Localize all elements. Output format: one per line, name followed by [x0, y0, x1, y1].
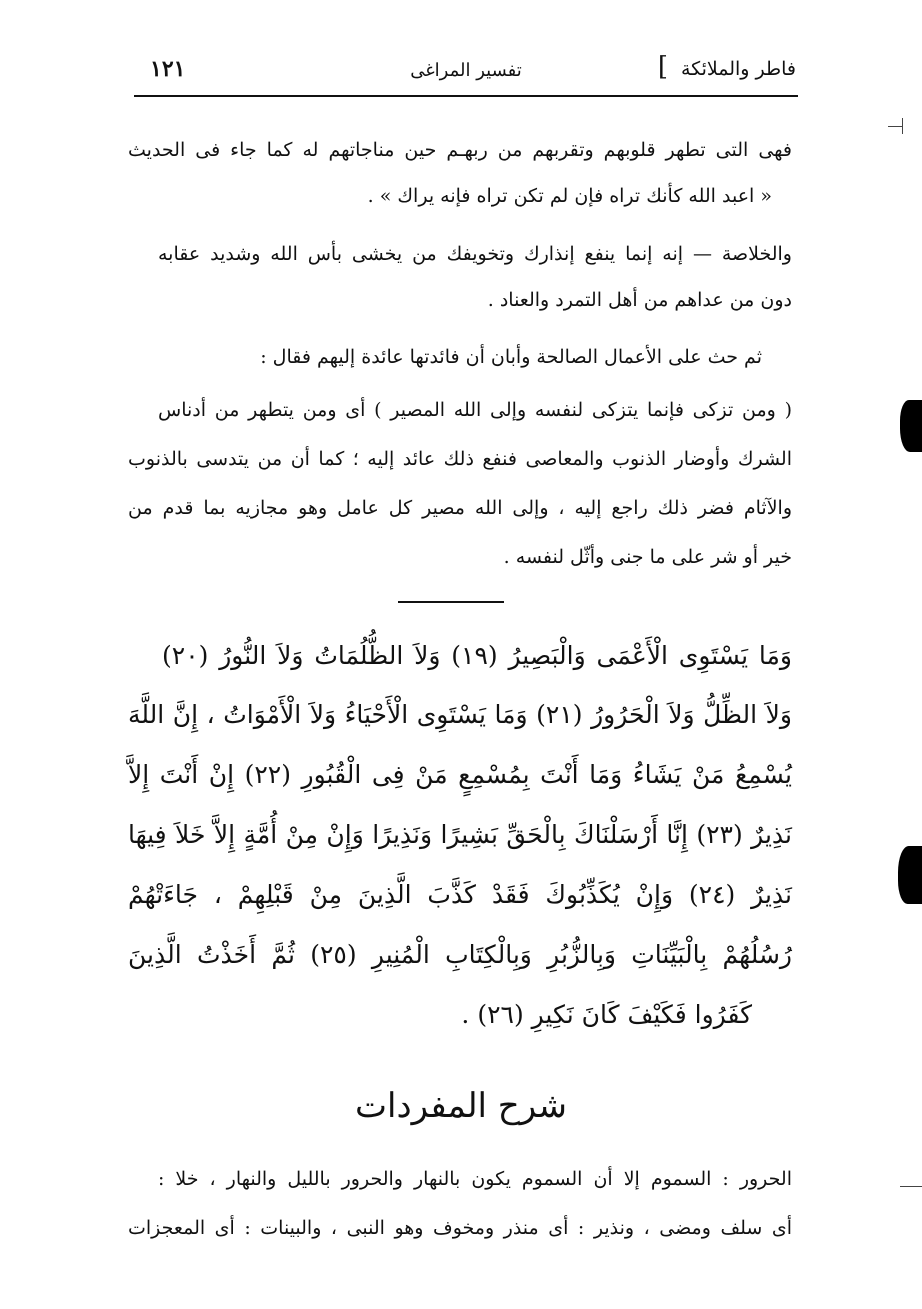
exhortation-line-3: والآثام فضر ذلك راجع إليه ، وإلى الله مصير كل عامل وهو مجازيه بما قدم من [128, 497, 792, 519]
commentary-line-2: « اعبد الله كأنك تراه فإن لم تكن تراه فإنه يراك » . [367, 185, 772, 207]
surah-name: فاطر والملائكة [680, 58, 796, 80]
commentary-line-1: فهى التى تطهر قلوبهم وتقربهم من ربهـم حين مناجاتهم له كما جاء فى الحديث [128, 139, 792, 161]
header-rule [134, 95, 798, 97]
section-heading: شرح المفردات [354, 1086, 568, 1126]
scan-mark-top-vertical [902, 118, 903, 134]
verse-line-5: نَذِيرٌ (٢٤) وَإِنْ يُكَذِّبُوكَ فَقَدْ كَذَّبَ الَّذِينَ مِنْ قَبْلِهِمْ ، جَاءَتْهُمْ [128, 880, 792, 909]
summary-line-2: دون من عداهم من أهل التمرد والعناد . [487, 289, 792, 311]
section-divider [398, 601, 504, 603]
exhortation-line-2: الشرك وأوضار الذنوب والمعاصى فنفع ذلك عائد إليه ؛ كما أن من يتدسى بالذنوب [128, 448, 792, 470]
verse-line-1: وَمَا يَسْتَوِى الْأَعْمَى وَالْبَصِيرُ (١٩) وَلاَ الظُّلُمَاتُ وَلاَ النُّورُ (٢٠) [162, 641, 792, 670]
vocab-line-2: أى سلف ومضى ، ونذير : أى منذر ومخوف وهو النبى ، والبينات : أى المعجزات [128, 1217, 792, 1239]
book-title: تفسير المراغى [410, 60, 522, 81]
exhortation-line-1: ( ومن تزكى فإنما يتزكى لنفسه وإلى الله المصير ) أى ومن يتطهر من أدناس [158, 399, 792, 421]
scan-mark-top [888, 126, 902, 127]
scan-blot-lower [898, 846, 922, 904]
header-bracket: ] [657, 52, 668, 82]
scan-blot-upper [900, 400, 922, 452]
running-header [136, 52, 796, 96]
verse-line-7: كَفَرُوا فَكَيْفَ كَانَ نَكِيرِ (٢٦) . [461, 1000, 752, 1029]
exhortation-intro: ثم حث على الأعمال الصالحة وأبان أن فائدتها عائدة إليهم فقال : [260, 346, 762, 368]
page-number: ١٢١ [150, 56, 186, 82]
verse-line-4: نَذِيرٌ (٢٣) إِنَّا أَرْسَلْنَاكَ بِالْحَقِّ بَشِيرًا وَنَذِيرًا وَإِنْ مِنْ أُمَّةٍ إِلاَّ خَلاَ فِيهَا [128, 820, 792, 849]
vocab-line-1: الحرور : السموم إلا أن السموم يكون بالنهار والحرور بالليل والنهار ، خلا : [158, 1168, 792, 1190]
verse-line-2: وَلاَ الظِّلُّ وَلاَ الْحَرُورُ (٢١) وَمَا يَسْتَوِى الْأَحْيَاءُ وَلاَ الْأَمْوَاتُ ، إِنَّ اللَّهَ [128, 700, 792, 729]
summary-line-1: والخلاصة — إنه إنما ينفع إنذارك وتخويفك من يخشى بأس الله وشديد عقابه [158, 243, 792, 265]
verse-line-3: يُسْمِعُ مَنْ يَشَاءُ وَمَا أَنْتَ بِمُسْمِعٍ مَنْ فِى الْقُبُورِ (٢٢) إِنْ أَنْتَ إِلاَّ [128, 760, 792, 789]
verse-line-6: رُسُلُهُمْ بِالْبَيِّنَاتِ وَبِالزُّبُرِ وَبِالْكِتَابِ الْمُنِيرِ (٢٥) ثُمَّ أَخَذْتُ الَّذِينَ [128, 940, 792, 969]
scan-mark-bottom [900, 1186, 922, 1187]
exhortation-line-4: خير أو شر على ما جنى وأثّل لنفسه . [503, 546, 792, 568]
